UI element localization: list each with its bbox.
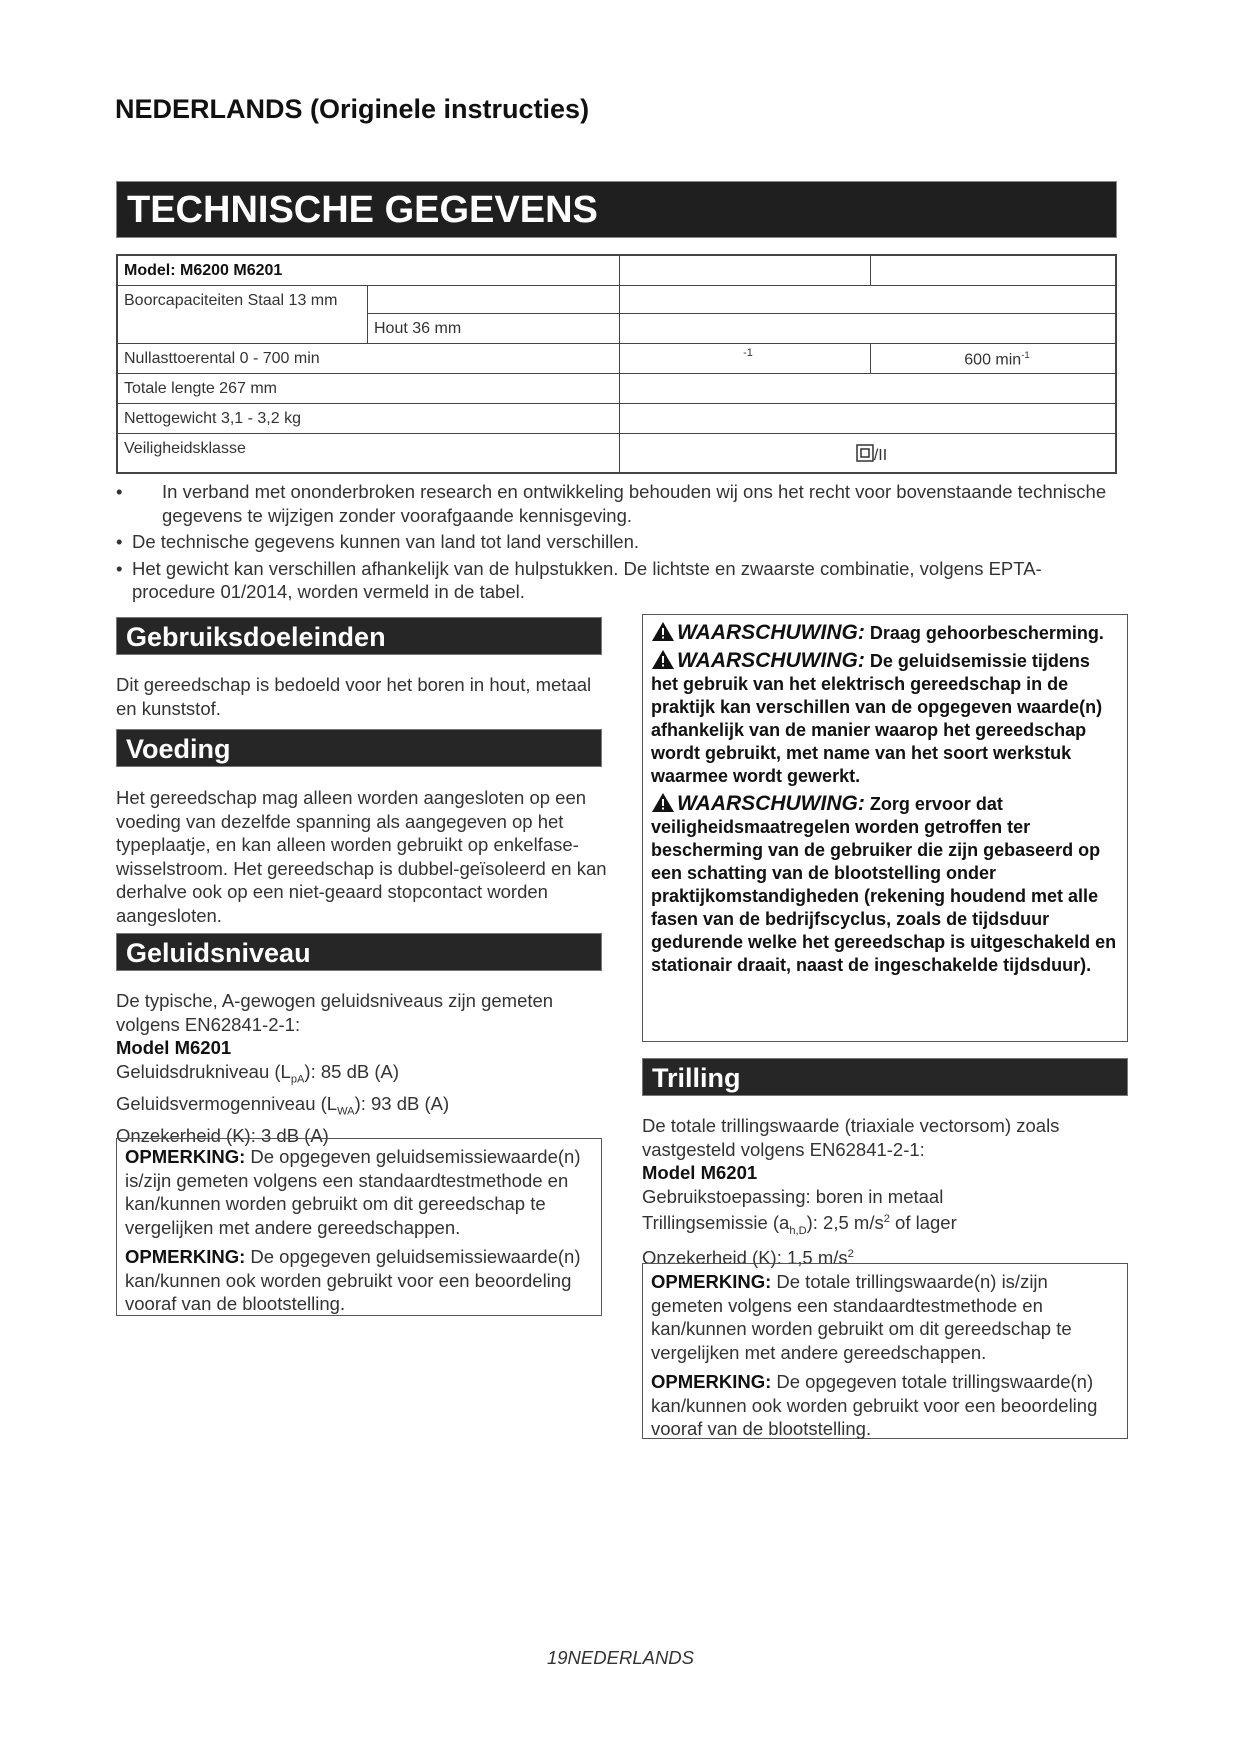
spec-speed-cell: Nullasttoerental 0 - 700 min — [118, 344, 620, 374]
spec-speed-exp-cell — [620, 344, 871, 374]
noise-intro: De typische, A-gewogen geluidsniveaus zijn gemeten volgens EN62841-2-1: — [116, 990, 554, 1035]
section-title-power-supply: Voeding — [116, 729, 602, 767]
spec-empty-cell — [620, 374, 1117, 404]
spec-safety-cell: Veiligheidsklasse — [118, 434, 620, 472]
noise-block — [116, 989, 602, 1147]
spec-table — [116, 254, 1117, 474]
warning: WAARSCHUWING: Draag gehoorbescherming. — [651, 621, 1119, 645]
spec-empty-cell — [871, 256, 1117, 286]
spec-length-cell: Totale lengte 267 mm — [118, 374, 620, 404]
spec-notes — [116, 480, 1121, 607]
spec-capacity-cell: Boorcapaciteiten Staal 13 mm — [118, 286, 368, 344]
vibration-emission: Trillingsemissie $(a_{h,D})$: 2,5 $m/s^2$ of lager — [642, 1212, 957, 1237]
warning-triangle-icon — [651, 649, 675, 670]
spec-empty-cell — [620, 314, 1117, 344]
double-insulation-icon — [856, 444, 874, 462]
vibration-model: Model M6201 — [642, 1162, 758, 1183]
spec-empty-cell — [620, 256, 871, 286]
speed-value: 600 min — [964, 351, 1022, 369]
noise-note-box — [116, 1138, 602, 1316]
note: OPMERKING: De opgegeven geluidsemissiewaarde(n) is/zijn gemeten volgens een standaardtestmethode en kan/kunnen worden gebruikt om dit gereedschap te vergelijken met andere gereedschappen. — [125, 1146, 581, 1238]
spec-safety-value-cell — [620, 434, 1117, 472]
spec-wood-cell: Hout 36 mm — [368, 314, 620, 344]
noise-model: Model M6201 — [116, 1037, 232, 1058]
warning-box — [642, 614, 1128, 1042]
page-footer: 19NEDERLANDS — [546, 1647, 695, 1668]
power-supply-text: Het gereedschap mag alleen worden aangesloten op een voeding van dezelfde spanning als aangegeven op het typeplaatje, en kan alleen worden gebruikt op enkelfase-wisselstroom. Het gereedschap is dubbel-geïsoleerd en kan derhalve ook op een niet-geaard stopcontact worden aangesloten. — [116, 787, 607, 926]
speed-exponent: -1 — [743, 347, 753, 359]
list-item: • De technische gegevens kunnen van land tot land verschillen. — [116, 531, 640, 552]
note: OPMERKING: De opgegeven totale trillingswaarde(n) kan/kunnen ook worden gebruikt voor een beoordeling vooraf van de blootstelling. — [651, 1371, 1098, 1439]
vibration-uncertainty: Onzekerheid (K): 1,5 $m/s^2$ — [642, 1247, 854, 1269]
warning: WAARSCHUWING: De geluidsemissie tijdens het gebruik van het elektrisch gereedschap in de praktijk kan verschillen van de opgegeven waarde(n) afhankelijk van de manier waarop het gereedschap wordt gebruikt, met name van het soort werkstuk waarmee wordt gewerkt. — [651, 649, 1103, 786]
section-title-vibration: Trilling — [642, 1058, 1128, 1096]
list-item: • Het gewicht kan verschillen afhankelijk van de hulpstukken. De lichtste en zwaarste combinatie, volgens EPTA-procedure 01/2014, worden vermeld in de tabel. — [116, 557, 1042, 602]
warning-triangle-icon — [651, 621, 675, 642]
spec-empty-cell — [620, 286, 1117, 314]
spec-empty-cell — [368, 286, 620, 314]
vibration-intro: De totale trillingswaarde (triaxiale vectorsom) zoals vastgesteld volgens EN62841-2-1: — [642, 1115, 1060, 1160]
spec-weight-cell: Nettogewicht 3,1 - 3,2 kg — [118, 404, 620, 434]
noise-pressure: Geluidsdrukniveau $(L_{pA})$: 85 dB (A) — [116, 1060, 399, 1086]
note: OPMERKING: De opgegeven geluidsemissiewaarde(n) kan/kunnen ook worden gebruikt voor een beoordeling vooraf van de blootstelling. — [125, 1246, 581, 1314]
vibration-note-box — [642, 1263, 1128, 1439]
warning: WAARSCHUWING: Zorg ervoor dat veiligheidsmaatregelen worden getroffen ter bescherming van de gebruiker die zijn gebaseerd op een schatting van de blootstelling onder praktijkomstandigheden (rekening houdend met alle fasen van de bedrijfscyclus, zoals de tijdsduur gedurende welke het gereedschap is uitgeschakeld en stationair draait, naast de ingeschakelde tijdsduur). — [651, 792, 1117, 975]
section-title-intended-use: Gebruiksdoeleinden — [116, 617, 602, 655]
spec-speed-value-cell — [871, 344, 1117, 374]
noise-uncertainty: Onzekerheid (K): 3 dB (A) — [116, 1124, 329, 1146]
spec-empty-cell — [620, 404, 1117, 434]
page-title: NEDERLANDS (Originele instructies) — [115, 94, 590, 124]
noise-power: Geluidsvermogenniveau $(L_{WA})$: 93 dB (A) — [116, 1092, 450, 1118]
note: OPMERKING: De totale trillingswaarde(n) is/zijn gemeten volgens een standaardtestmethode en kan/kunnen worden gebruikt om dit gereedschap te vergelijken met andere gereedschappen. — [651, 1271, 1072, 1363]
vibration-block — [642, 1114, 1128, 1270]
spec-model-cell: Model: M6200 M6201 — [118, 256, 620, 286]
speed-exponent: -1 — [1021, 350, 1030, 361]
list-item: • In verband met ononderbroken research en ontwikkeling behouden wij ons het recht voor bovenstaande technische gegevens te wijzigen zonder voorafgaande kennisgeving. — [116, 481, 1107, 526]
specs-banner: TECHNISCHE GEGEVENS — [116, 181, 1117, 238]
safety-class-value: /II — [873, 447, 888, 464]
section-title-noise: Geluidsniveau — [116, 933, 602, 971]
vibration-mode: Gebruikstoepassing: boren in metaal — [642, 1185, 944, 1207]
intended-use-text: Dit gereedschap is bedoeld voor het boren in hout, metaal en kunststof. — [116, 674, 592, 719]
warning-triangle-icon — [651, 792, 675, 813]
